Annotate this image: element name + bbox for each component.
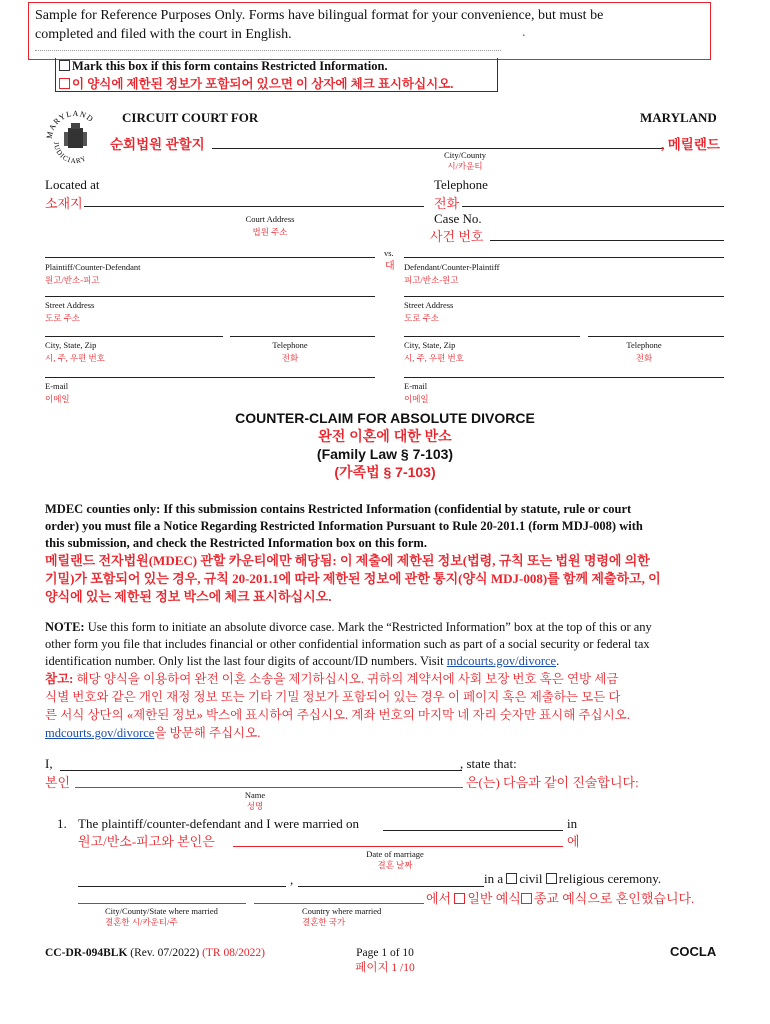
seal-bottom-text: JUDICIARY: [51, 141, 89, 166]
divorce-link-ko[interactable]: mdcourts.gov/divorce: [45, 726, 155, 740]
mdec-line-2-ko: 기밀)가 포함되어 있는 경우, 규칙 20-201.1에 따라 제한된 정보에 관한 통지(양식 MDJ-008)를 함께 제출하고, 이: [45, 571, 661, 586]
marriage-city-field-ko[interactable]: [78, 903, 246, 904]
statement-i: I,: [45, 756, 53, 771]
defendant-caption-ko: 피고/반소-원고: [404, 275, 459, 285]
note-line-2: other form you file that includes financial or other confidential information such as part of a social security or federal tax: [45, 637, 650, 651]
plaintiff-email-caption: E-mail: [45, 381, 69, 391]
restricted-info-box: [55, 58, 498, 92]
mdec-line-2: order) you must file a Notice Regarding Restricted Information Pursuant to Rule 20-201.1 (form MDJ-008) with: [45, 519, 643, 533]
restricted-info-label: Mark this box if this form contains Restricted Information.: [72, 59, 388, 73]
telephone-label-ko: 전화: [434, 196, 460, 211]
sample-banner: [28, 2, 711, 60]
mdec-line-3: this submission, and check the Restricted Information box on this form.: [45, 536, 427, 550]
case-number-label: Case No.: [434, 211, 482, 226]
marriage-city-field[interactable]: [78, 886, 286, 887]
name-caption: Name: [244, 790, 266, 800]
defendant-tel-caption: Telephone: [626, 340, 662, 350]
restricted-info-checkbox-ko[interactable]: [59, 78, 70, 89]
city-county-caption: City/County: [443, 150, 487, 160]
date-of-marriage-caption: Date of marriage: [366, 849, 424, 859]
telephone-label: Telephone: [434, 177, 488, 192]
page-number-ko: 페이지 1 /10: [355, 962, 415, 974]
plaintiff-street-caption-ko: 도로 주소: [45, 313, 80, 323]
defendant-city-caption: City, State, Zip: [404, 340, 456, 350]
note-line-4-ko: 을 방문해 주십시오.: [154, 726, 261, 740]
note-line-3-ko: 른 서식 상단의 «제한된 정보» 박스에 표시하여 주십시오. 계좌 번호의 마지막 네 자리 숫자만 표시해 주십시오.: [45, 708, 630, 722]
maryland-label-ko: , 메릴랜드: [661, 137, 720, 152]
banner-line-2: completed and filed with the court in English.: [35, 27, 292, 42]
defendant-telephone-field[interactable]: [588, 336, 724, 337]
defendant-caption: Defendant/Counter-Plaintiff: [404, 262, 500, 272]
item-1-in: in: [567, 816, 578, 831]
seal-top-text: MARYLAND: [44, 108, 96, 140]
form-revision: (Rev. 07/2022): [127, 947, 203, 959]
religious-ceremony-checkbox-ko[interactable]: [521, 893, 532, 904]
civil-ceremony-checkbox[interactable]: [506, 873, 517, 884]
circuit-court-label-ko: 순회법원 관할지: [110, 137, 205, 152]
form-title-ko: 완전 이혼에 대한 반소: [318, 428, 452, 444]
statement-name-field-ko[interactable]: [75, 787, 463, 788]
located-at-label: Located at: [45, 177, 100, 192]
mdec-line-1-ko: 메릴랜드 전자법원(MDEC) 관할 카운티에만 해당됨: 이 제출에 제한된 정보(법령, 규칙 또는 법원 명령에 의한: [45, 553, 650, 568]
country-where-married-caption-ko: 결혼한 국가: [302, 917, 346, 927]
plaintiff-city-caption-ko: 시, 주, 우편 번호: [45, 353, 105, 363]
banner-dot: .: [522, 25, 526, 40]
religious-label: religious ceremony.: [558, 871, 662, 886]
circuit-court-label: CIRCUIT COURT FOR: [122, 110, 259, 125]
form-title: COUNTER-CLAIM FOR ABSOLUTE DIVORCE: [235, 410, 535, 426]
plaintiff-name-field[interactable]: [45, 257, 375, 258]
marriage-date-field-ko[interactable]: [233, 846, 563, 847]
plaintiff-tel-caption-ko: 전화: [281, 353, 299, 363]
defendant-email-caption-ko: 이메일: [404, 394, 429, 404]
marriage-country-field[interactable]: [298, 886, 484, 887]
banner-line-1: Sample for Reference Purposes Only. Forms have bilingual format for your convenience, but must be: [35, 8, 604, 23]
defendant-street-caption: Street Address: [404, 300, 454, 310]
plaintiff-tel-caption: Telephone: [272, 340, 308, 350]
statement-state-that: , state that:: [460, 756, 517, 771]
plaintiff-caption-ko: 원고/반소-피고: [45, 275, 100, 285]
defendant-name-field[interactable]: [404, 257, 724, 258]
page-number: Page 1 of 10: [356, 947, 414, 959]
case-number-field[interactable]: [490, 240, 724, 241]
item-1-text: The plaintiff/counter-defendant and I were married on: [78, 816, 360, 831]
form-translation-date: (TR 08/2022): [202, 947, 265, 959]
note-label-ko: 참고:: [45, 672, 74, 686]
note-label: NOTE:: [45, 620, 85, 634]
civil-label-ko: 일반 예식: [467, 891, 521, 906]
city-where-married-caption: City/County/State where married: [105, 906, 218, 916]
in-a-label-ko: 에서: [426, 891, 452, 906]
religious-label-ko: 종교 예식으로 혼인했습니다.: [533, 891, 695, 906]
form-law-ref-ko: (가족법 § 7-103): [334, 464, 436, 480]
civil-ceremony-checkbox-ko[interactable]: [454, 893, 465, 904]
form-code: CC-DR-094BLK: [45, 947, 128, 959]
plaintiff-city-caption: City, State, Zip: [45, 340, 97, 350]
date-of-marriage-caption-ko: 결혼 날짜: [377, 860, 413, 870]
item-1-number: 1.: [57, 816, 67, 831]
court-address-caption: Court Address: [245, 214, 295, 224]
city-where-married-caption-ko: 결혼한 시/카운티/주: [105, 917, 178, 927]
mdec-line-3-ko: 양식에 있는 제한된 정보 박스에 체크 표시하십시오.: [45, 589, 332, 604]
plaintiff-street-caption: Street Address: [45, 300, 95, 310]
defendant-city-field[interactable]: [404, 336, 580, 337]
religious-ceremony-checkbox[interactable]: [546, 873, 557, 884]
plaintiff-street-field[interactable]: [45, 296, 375, 297]
country-where-married-caption: Country where married: [302, 906, 382, 916]
plaintiff-email-caption-ko: 이메일: [45, 394, 70, 404]
in-a-label: in a: [484, 871, 504, 886]
statement-name-field[interactable]: [60, 770, 462, 771]
note-line-3-end: .: [556, 654, 560, 668]
defendant-email-field[interactable]: [404, 377, 724, 378]
restricted-info-checkbox[interactable]: [59, 60, 70, 71]
item-1-text-ko: 원고/반소-피고와 본인은: [78, 834, 215, 849]
cocla-label: COCLA: [670, 944, 717, 959]
case-number-label-ko: 사건 번호: [430, 229, 484, 244]
note-line-1: Use this form to initiate an absolute divorce case. Mark the “Restricted Information” box at the top of this or any: [84, 620, 652, 634]
defendant-city-caption-ko: 시, 주, 우편 번호: [404, 353, 464, 363]
maryland-judiciary-seal: [44, 106, 106, 168]
statement-state-that-ko: 은(는) 다음과 같이 진술합니다:: [466, 775, 639, 790]
city-county-caption-ko: 시/카운티: [447, 161, 483, 171]
maryland-label: MARYLAND: [640, 110, 717, 125]
note-line-3: identification number. Only list the last four digits of account/ID numbers. Visit: [45, 654, 447, 668]
form-law-ref: (Family Law § 7-103): [316, 446, 454, 462]
plaintiff-telephone-field[interactable]: [230, 336, 375, 337]
defendant-street-field[interactable]: [404, 296, 724, 297]
defendant-street-caption-ko: 도로 주소: [404, 313, 439, 323]
mdec-line-1: MDEC counties only: If this submission contains Restricted Information (confidential by statute, rule or court: [45, 502, 632, 516]
plaintiff-city-field[interactable]: [45, 336, 223, 337]
vs-label-ko: 대: [385, 261, 395, 272]
court-address-caption-ko: 법원 주소: [252, 227, 288, 237]
civil-label: civil: [519, 871, 543, 886]
divorce-link[interactable]: mdcourts.gov/divorce: [446, 654, 557, 668]
court-city-field[interactable]: [212, 148, 664, 149]
name-caption-ko: 성명: [246, 801, 264, 811]
note-line-2-ko: 식별 번호와 같은 개인 재정 정보 또는 기타 기밀 정보가 포함되어 있는 경우 이 페이지 혹은 제출하는 모든 다: [45, 690, 621, 704]
court-address-field[interactable]: [84, 206, 424, 207]
item-1-in-ko: 에: [567, 834, 580, 849]
restricted-info-label-ko: 이 양식에 제한된 정보가 포함되어 있으면 이 상자에 체크 표시하십시오.: [72, 77, 454, 91]
statement-i-ko: 본인: [45, 775, 71, 790]
plaintiff-email-field[interactable]: [45, 377, 375, 378]
marriage-date-field[interactable]: [383, 830, 563, 831]
defendant-email-caption: E-mail: [404, 381, 428, 391]
telephone-field[interactable]: [462, 206, 724, 207]
defendant-tel-caption-ko: 전화: [635, 353, 653, 363]
plaintiff-caption: Plaintiff/Counter-Defendant: [45, 262, 141, 272]
marriage-country-field-ko[interactable]: [254, 903, 424, 904]
item-1-comma: ,: [290, 872, 294, 887]
located-at-label-ko: 소재지: [45, 196, 83, 211]
vs-label: vs.: [384, 248, 394, 258]
note-line-1-ko: 해당 양식을 이용하여 완전 이혼 소송을 제기하십시오. 귀하의 계약서에 사회 보장 번호 혹은 연방 세금: [73, 672, 619, 686]
